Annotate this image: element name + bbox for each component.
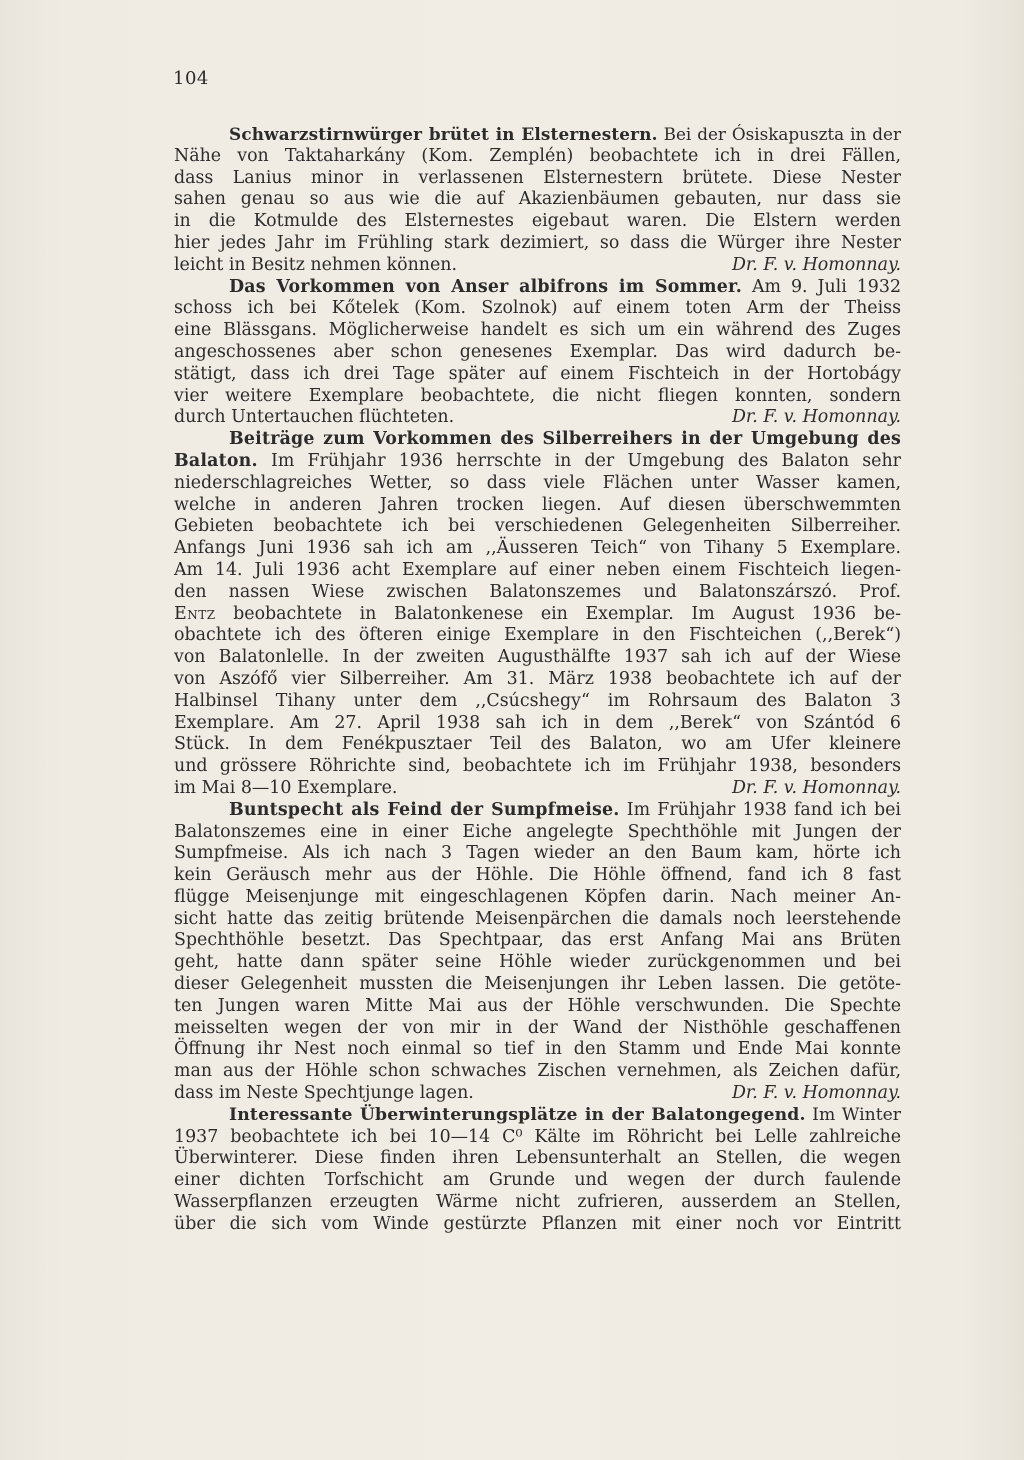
text-line: kein Geräusch mehr aus der Höhle. Die Höhle öffnend, fand ich 8 fast (174, 865, 901, 886)
text-line: Öffnung ihr Nest noch einmal so tief in den Stamm und Ende Mai konnte (174, 1039, 901, 1060)
text-line: sicht hatte das zeitig brütende Meisenpärchen die damals noch leerstehende (174, 908, 901, 929)
text-line: stätigt, dass ich drei Tage später auf einem Fischteich in der Hortobágy (174, 363, 901, 384)
text-line: dieser Gelegenheit mussten die Meisenjungen ihr Leben lassen. Die getöte- (174, 974, 901, 995)
text-line: Entz beobachtete in Balatonkenese ein Exemplar. Im August 1936 be- (174, 603, 901, 624)
text-line: vier weitere Exemplare beobachtete, die nicht fliegen konnten, sondern (174, 385, 901, 406)
article-buntspecht (174, 800, 901, 1105)
text-line: flügge Meisenjunge mit eingeschlagenen Köpfen darin. Nach meiner An- (174, 886, 901, 907)
text-line: Exemplare. Am 27. April 1938 sah ich in dem ,,Berek“ von Szántód 6 (174, 712, 901, 733)
text-line: Nähe von Taktaharkány (Kom. Zemplén) beobachtete ich in drei Fällen, (174, 145, 901, 166)
text-line: ten Jungen waren Mitte Mai aus der Höhle verschwunden. Die Spechte (174, 995, 901, 1016)
text-line: 1937 beobachtete ich bei 10—14 C⁰ Kälte im Röhricht bei Lelle zahlreiche (174, 1126, 901, 1147)
text-line: dass Lanius minor in verlassenen Elsternestern brütete. Diese Nester (174, 167, 901, 188)
article-anser-albifrons (174, 277, 901, 430)
text-line: Gebieten beobachtete ich bei verschiedenen Gelegenheiten Silberreiher. (174, 516, 901, 537)
text-line: angeschossenes aber schon genesenes Exemplar. Das wird dadurch be- (174, 341, 901, 362)
paragraph-first-line: Interessante Überwinterungsplätze in der Balatongegend. Im Winter (229, 1104, 901, 1125)
text-line: Überwinterer. Diese finden ihren Lebensunterhalt an Stellen, die wegen (174, 1148, 901, 1169)
text-line: Anfangs Juni 1936 sah ich am ,,Äusseren Teich“ von Tihany 5 Exemplare. (174, 538, 901, 559)
body-text (174, 124, 901, 1236)
article-ueberwinterung (174, 1105, 901, 1236)
paragraph-first-line: Schwarzstirnwürger brütet in Elsternestern. Bei der Ósiskapuszta in der (229, 124, 901, 144)
author-name-entz: Entz (174, 603, 216, 624)
text-line: man aus der Höhle schon schwaches Zischen vernehmen, als Zeichen dafür, (174, 1061, 901, 1082)
paragraph-first-line: Buntspecht als Feind der Sumpfmeise. Im Frühjahr 1938 fand ich bei (229, 799, 901, 820)
text-line: Wasserpflanzen erzeugten Wärme nicht zufrieren, ausserdem an Stellen, (174, 1192, 901, 1213)
page-number: 104 (173, 68, 209, 89)
text-line: Sumpfmeise. Als ich nach 3 Tagen wieder an den Baum kam, hörte ich (174, 843, 901, 864)
text-line: Am 14. Juli 1936 acht Exemplare auf einer neben einem Fischteich liegen- (174, 559, 901, 580)
article-heading: Buntspecht als Feind der Sumpfmeise. (229, 799, 620, 820)
text-line: meisselten wegen der von mir in der Wand der Nisthöhle geschaffenen (174, 1017, 901, 1038)
author-signature: Dr. F. v. Homonnay. (731, 1083, 901, 1104)
paragraph-last-line: leicht in Besitz nehmen können. Dr. F. v. Homonnay. (174, 254, 901, 275)
article-heading: Beiträge zum Vorkommen des Silberreihers in der Umgebung des (229, 429, 901, 450)
text-line: von Balatonlelle. In der zweiten Augusthälfte 1937 sah ich auf der Wiese (174, 647, 901, 668)
text-line: einer dichten Torfschicht am Grunde und wegen der durch faulende (174, 1170, 901, 1191)
text-line: und grössere Röhrichte sind, beobachtete ich im Frühjahr 1938, besonders (174, 756, 901, 777)
text-line: den nassen Wiese zwischen Balatonszemes und Balatonszárszó. Prof. (174, 581, 901, 602)
text-line: geht, hatte dann später seine Höhle wieder zurückgenommen und bei (174, 952, 901, 973)
article-heading: Interessante Überwinterungsplätze in der Balatongegend. (229, 1104, 806, 1125)
text-line: Balatonszemes eine in einer Eiche angelegte Spechthöhle mit Jungen der (174, 821, 901, 842)
text-line: Halbinsel Tihany unter dem ,,Csúcshegy“ im Rohrsaum des Balaton 3 (174, 690, 901, 711)
text-line: obachtete ich des öfteren einige Exemplare in den Fischteichen (,,Berek“) (174, 625, 901, 646)
article-heading-cont: Balaton. (174, 450, 258, 471)
text-line: schoss ich bei Kőtelek (Kom. Szolnok) auf einem toten Arm der Theiss (174, 298, 901, 319)
text-line: eine Blässgans. Möglicherweise handelt es sich um ein während des Zuges (174, 320, 901, 341)
paragraph-first-line: Das Vorkommen von Anser albifrons im Sommer. Am 9. Juli 1932 (229, 276, 902, 297)
text-line: hier jedes Jahr im Frühling stark dezimiert, so dass die Würger ihre Nester (174, 232, 901, 253)
paragraph-last-line: dass im Neste Spechtjunge lagen. Dr. F. v. Homonnay. (174, 1083, 901, 1104)
article-schwarzstirnwuerger (174, 124, 901, 277)
author-signature: Dr. F. v. Homonnay. (731, 777, 901, 798)
text-line: sahen genau so aus wie die auf Akazienbäumen gebauten, nur dass sie (174, 189, 901, 210)
text-line: von Aszófő vier Silberreiher. Am 31. März 1938 beobachtete ich auf der (174, 668, 901, 689)
text-line: in die Kotmulde des Elsternestes eigebaut waren. Die Elstern werden (174, 211, 901, 232)
article-heading: Schwarzstirnwürger brütet in Elsternestern. (229, 124, 658, 144)
text-line: Stück. In dem Fenékpusztaer Teil des Balaton, wo am Ufer kleinere (174, 734, 901, 755)
text-line: welche in anderen Jahren trocken liegen. Auf diesen überschwemmten (174, 494, 901, 515)
article-heading: Das Vorkommen von Anser albifrons im Sommer. (229, 276, 743, 297)
text-line: über die sich vom Winde gestürzte Pflanzen mit einer noch vor Eintritt (174, 1213, 901, 1234)
article-silberreiher (174, 429, 901, 800)
paragraph-last-line: durch Untertauchen flüchteten. Dr. F. v. Homonnay. (174, 407, 901, 428)
text-line: Spechthöhle besetzt. Das Spechtpaar, das erst Anfang Mai ans Brüten (174, 930, 901, 951)
paragraph-line: Balaton. Im Frühjahr 1936 herrschte in der Umgebung des Balaton sehr (174, 450, 901, 471)
text-line: niederschlagreiches Wetter, so dass viele Flächen unter Wasser kamen, (174, 472, 901, 493)
author-signature: Dr. F. v. Homonnay. (731, 407, 901, 428)
author-signature: Dr. F. v. Homonnay. (731, 254, 901, 275)
paragraph-last-line: im Mai 8—10 Exemplare. Dr. F. v. Homonnay. (174, 777, 901, 798)
